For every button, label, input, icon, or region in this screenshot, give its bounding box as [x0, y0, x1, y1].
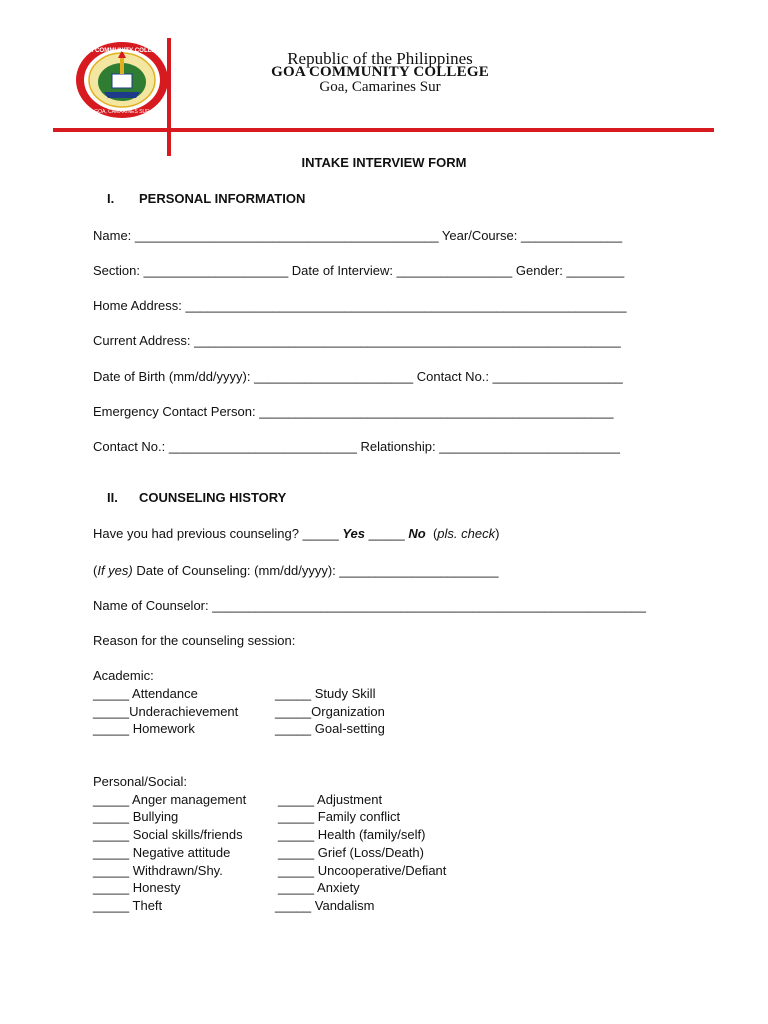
checkbox-uncooperative[interactable]: _____ Uncooperative/Defiant	[278, 863, 447, 878]
header-location: Goa, Camarines Sur	[319, 79, 441, 95]
personal-social-label: Personal/Social:	[93, 774, 187, 789]
checkbox-underachievement[interactable]: _____Underachievement	[93, 704, 239, 719]
checkbox-bullying[interactable]: _____ Bullying	[93, 809, 179, 824]
checkbox-study-skill[interactable]: _____ Study Skill	[275, 686, 376, 701]
header-republic: Republic of the Philippines	[287, 49, 473, 68]
academic-label: Academic:	[93, 668, 154, 683]
checkbox-anger-management[interactable]: _____ Anger management	[93, 792, 247, 807]
checkbox-family-conflict[interactable]: _____ Family conflict	[278, 809, 401, 824]
section-counseling-history-heading: II. COUNSELING HISTORY	[107, 490, 287, 505]
counselor-name-field-line[interactable]: Name of Counselor: ____________________________________________________________	[93, 598, 647, 613]
checkbox-vandalism[interactable]: _____ Vandalism	[275, 898, 375, 913]
checkbox-homework[interactable]: _____ Homework	[93, 721, 195, 736]
checkbox-health[interactable]: _____ Health (family/self)	[278, 827, 426, 842]
svg-text:GOA, CAMARINES SUR: GOA, CAMARINES SUR	[94, 109, 150, 115]
checkbox-adjustment[interactable]: _____ Adjustment	[278, 792, 383, 807]
section-field-line[interactable]: Section: ____________________ Date of Interview: ________________ Gender: ________	[93, 263, 625, 278]
checkbox-social-skills[interactable]: _____ Social skills/friends	[93, 827, 243, 842]
current-address-field-line[interactable]: Current Address: ___________________________________________________________	[93, 333, 621, 348]
checkbox-goal-setting[interactable]: _____ Goal-setting	[275, 721, 385, 736]
college-seal-logo	[74, 40, 170, 120]
date-of-counseling-field-line[interactable]: (If yes) Date of Counseling: (mm/dd/yyyy): ______________________	[93, 563, 499, 578]
emergency-contact-field-line[interactable]: Emergency Contact Person: _________________________________________________	[93, 404, 614, 419]
checkbox-withdrawn-shy[interactable]: _____ Withdrawn/Shy.	[93, 863, 223, 878]
date-of-birth-field-line[interactable]: Date of Birth (mm/dd/yyyy): ______________________ Contact No.: __________________	[93, 369, 623, 384]
checkbox-theft[interactable]: _____ Theft	[93, 898, 163, 913]
contact-relationship-field-line[interactable]: Contact No.: __________________________ Relationship: _________________________	[93, 439, 620, 454]
header-college-name: GOA COMMUNITY COLLEGE	[271, 64, 489, 80]
reason-label: Reason for the counseling session:	[93, 633, 296, 648]
section-personal-information-heading: I. PERSONAL INFORMATION	[107, 191, 306, 206]
home-address-field-line[interactable]: Home Address: _____________________________________________________________	[93, 298, 627, 313]
checkbox-negative-attitude[interactable]: _____ Negative attitude	[93, 845, 231, 860]
header-horizontal-rule	[53, 128, 714, 132]
name-field-line[interactable]: Name: __________________________________________ Year/Course: ______________	[93, 228, 623, 243]
checkbox-grief[interactable]: _____ Grief (Loss/Death)	[278, 845, 424, 860]
header-vertical-rule	[167, 38, 171, 156]
svg-text:GOA COMMUNITY COLLEGE: GOA COMMUNITY COLLEGE	[79, 47, 165, 54]
checkbox-organization[interactable]: _____Organization	[275, 704, 385, 719]
checkbox-honesty[interactable]: _____ Honesty	[93, 880, 181, 895]
checkbox-attendance[interactable]: _____ Attendance	[93, 686, 198, 701]
form-title: INTAKE INTERVIEW FORM	[301, 155, 467, 170]
previous-counseling-question[interactable]: Have you had previous counseling? _____ Yes _____ No (pls. check)	[93, 526, 500, 541]
checkbox-anxiety[interactable]: _____ Anxiety	[278, 880, 360, 895]
